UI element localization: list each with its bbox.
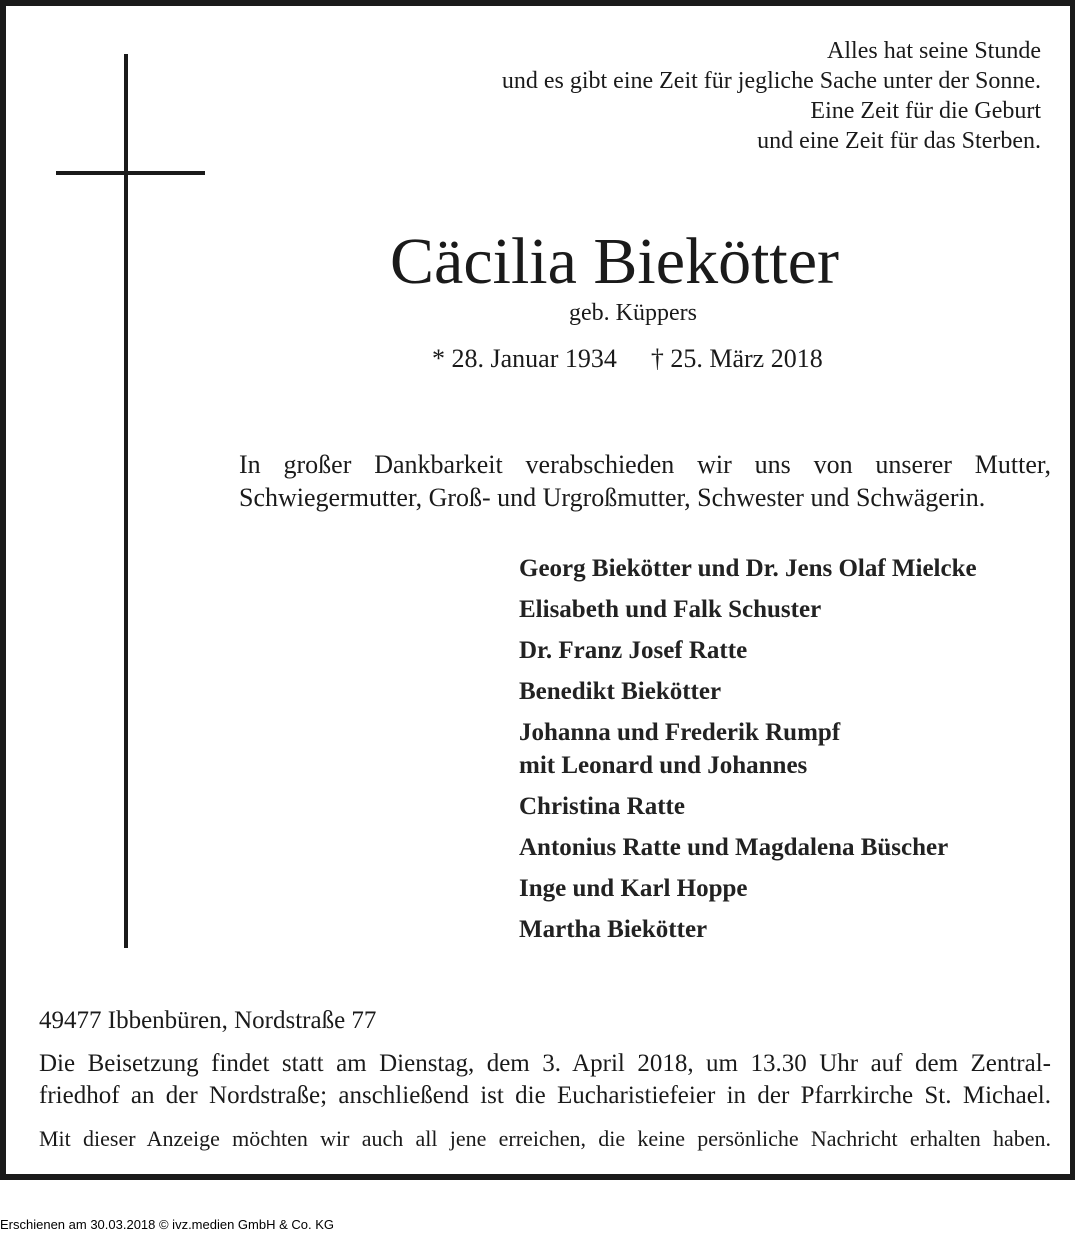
mourner-entry — [519, 593, 977, 626]
mourner-line: Christina Ratte — [519, 793, 685, 820]
mourner-entry — [519, 872, 977, 905]
mourner-entry — [519, 634, 977, 667]
mourner-line: mit Leonard und Johannes — [519, 752, 808, 779]
mourner-line: Benedikt Biekötter — [519, 678, 722, 705]
mourner-entry — [519, 675, 977, 708]
mourner-line: Inge und Karl Hoppe — [519, 875, 748, 902]
birth-date: * 28. Januar 1934 — [432, 344, 617, 373]
cross-icon-horizontal — [56, 171, 205, 175]
verse-line: Eine Zeit für die Geburt — [810, 98, 1041, 124]
notice-note: Mit dieser Anzeige möchten wir auch all jene erreichen, die keine persönliche Nachricht erhalten haben. — [39, 1126, 1051, 1151]
mourner-entry — [519, 790, 977, 823]
mourner-line: Elisabeth und Falk Schuster — [519, 596, 822, 623]
funeral-line: friedhof an der Nordstraße; anschließend ist die Eucharistiefeier in der Pfarrkirche St. Michael. — [39, 1082, 1051, 1109]
mourner-entry — [519, 831, 977, 864]
mourner-line: Georg Biekötter und Dr. Jens Olaf Mielcke — [519, 555, 977, 582]
mourner-entry — [519, 716, 977, 782]
cross-icon-vertical — [124, 54, 128, 948]
born-name: geb. Küppers — [569, 300, 697, 326]
mourner-line: Antonius Ratte und Magdalena Büscher — [519, 834, 949, 861]
verse — [502, 36, 1041, 156]
mourner-entry — [519, 913, 977, 946]
verse-line: und eine Zeit für das Sterben. — [757, 128, 1041, 154]
mourner-line: Dr. Franz Josef Ratte — [519, 637, 748, 664]
death-date: † 25. März 2018 — [650, 344, 823, 373]
verse-line: Alles hat seine Stunde — [827, 38, 1041, 64]
thanks-text — [239, 448, 1051, 514]
life-dates — [432, 343, 823, 375]
thanks-line: In großer Dankbarkeit verabschieden wir uns von unserer Mutter, — [239, 450, 1051, 479]
deceased-name: Cäcilia Biekötter — [390, 225, 840, 298]
publication-footer: Erschienen am 30.03.2018 © ivz.medien GmbH & Co. KG — [0, 1217, 335, 1232]
mourner-line: Martha Biekötter — [519, 916, 708, 943]
mourner-line: Johanna und Frederik Rumpf — [519, 719, 841, 746]
funeral-info — [39, 1048, 1051, 1112]
mourner-entry — [519, 552, 977, 585]
verse-line: und es gibt eine Zeit für jegliche Sache unter der Sonne. — [501, 68, 1041, 94]
address: 49477 Ibbenbüren, Nordstraße 77 — [39, 1007, 377, 1034]
funeral-line: Die Beisetzung findet statt am Dienstag, dem 3. April 2018, um 13.30 Uhr auf dem Zentral- — [39, 1050, 1051, 1077]
mourners-list — [519, 552, 977, 954]
thanks-line: Schwiegermutter, Groß- und Urgroßmutter, Schwester und Schwägerin. — [239, 483, 986, 512]
